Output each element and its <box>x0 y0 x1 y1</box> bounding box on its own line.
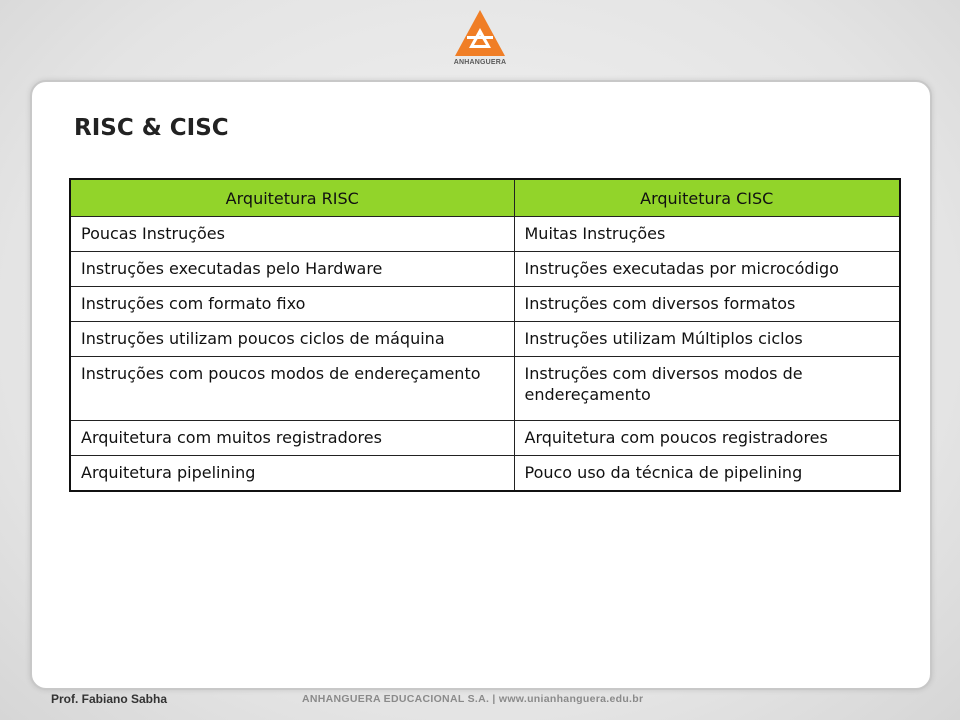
table-row <box>70 287 900 322</box>
table-header-row <box>70 179 900 217</box>
logo-text: ANHANGUERA <box>453 59 507 66</box>
comparison-table <box>69 178 901 492</box>
risc-cell: Arquitetura com muitos registradores <box>70 421 514 456</box>
cisc-cell: Instruções executadas por microcódigo <box>514 252 900 287</box>
header-risc: Arquitetura RISC <box>70 179 514 217</box>
cisc-cell: Instruções utilizam Múltiplos ciclos <box>514 322 900 357</box>
table-row <box>70 421 900 456</box>
table-row <box>70 357 900 421</box>
risc-cell: Instruções com poucos modos de endereçamento <box>70 357 514 421</box>
risc-cell: Poucas Instruções <box>70 217 514 252</box>
footer-institution: ANHANGUERA EDUCACIONAL S.A. | www.unianhanguera.edu.br <box>302 693 644 705</box>
cisc-cell: Pouco uso da técnica de pipelining <box>514 456 900 492</box>
table-row <box>70 217 900 252</box>
table-row <box>70 252 900 287</box>
header-cisc: Arquitetura CISC <box>514 179 900 217</box>
table-row <box>70 456 900 492</box>
cisc-cell: Arquitetura com poucos registradores <box>514 421 900 456</box>
table-row <box>70 322 900 357</box>
slide-title: RISC & CISC <box>74 115 229 141</box>
anhanguera-logo <box>447 8 513 72</box>
risc-cell: Instruções utilizam poucos ciclos de máquina <box>70 322 514 357</box>
footer-author: Prof. Fabiano Sabha <box>51 692 168 706</box>
cisc-cell: Muitas Instruções <box>514 217 900 252</box>
triangle-logo-icon <box>447 8 513 60</box>
cisc-cell: Instruções com diversos formatos <box>514 287 900 322</box>
risc-cell: Instruções executadas pelo Hardware <box>70 252 514 287</box>
risc-cell: Arquitetura pipelining <box>70 456 514 492</box>
cisc-cell: Instruções com diversos modos de endereçamento <box>514 357 900 421</box>
risc-cell: Instruções com formato fixo <box>70 287 514 322</box>
